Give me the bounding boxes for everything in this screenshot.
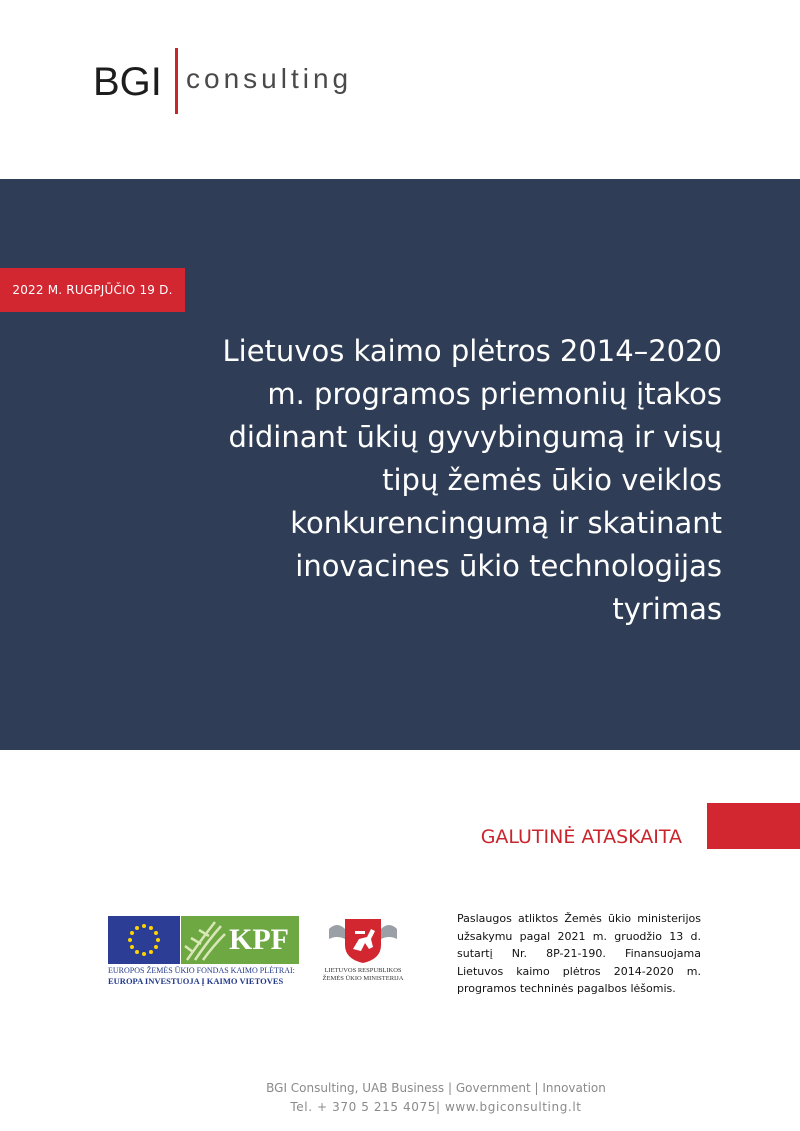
eu-flag-icon — [108, 916, 180, 964]
funding-statement: Paslaugos atliktos Žemės ūkio ministerijos užsakymu pagal 2021 m. gruodžio 13 d. sutartį Nr. 8P-21-190. Finansuojama Lietuvos kaimo plėtros 2014-2020 m. programos techninės pagalbos lėšomis. — [457, 912, 701, 995]
company-logo — [93, 48, 383, 116]
footer-company: BGI Consulting, UAB Business | Government | Innovation — [266, 1081, 606, 1095]
report-type-label: GALUTINĖ ATASKAITA — [480, 826, 682, 848]
title-line: m. programos priemonių įtakos — [267, 377, 722, 411]
report-title — [162, 330, 722, 631]
eu-slogan-caption: EUROPA INVESTUOJA Į KAIMO VIETOVES — [108, 976, 284, 986]
ministry-caption — [315, 967, 411, 983]
eu-fund-caption: EUROPOS ŽEMĖS ŪKIO FONDAS KAIMO PLĖTRAI: — [108, 966, 295, 975]
ministry-logo — [315, 915, 411, 987]
eu-rural-fund-logo — [108, 913, 300, 989]
logo-tagline: consulting — [186, 63, 353, 94]
title-line: tyrimas — [612, 592, 722, 626]
title-line: inovacines ūkio technologijas — [295, 549, 722, 583]
footer-contact: Tel. + 370 5 215 4075| www.bgiconsulting.lt — [290, 1100, 582, 1114]
logo-brand: BGI — [93, 60, 162, 104]
report-date: 2022 M. RUGPJŪČIO 19 D. — [0, 268, 185, 312]
vytis-coat-of-arms-icon — [315, 915, 411, 965]
ministry-caption-line: LIETUVOS RESPUBLIKOS — [324, 967, 402, 974]
title-line: konkurencingumą ir skatinant — [290, 506, 722, 540]
ministry-caption-line: ŽEMĖS ŪKIO MINISTERIJA — [322, 975, 404, 982]
title-line: Lietuvos kaimo plėtros 2014–2020 — [222, 334, 722, 368]
title-line: tipų žemės ūkio veiklos — [382, 463, 722, 497]
title-line: didinant ūkių gyvybingumą ir visų — [228, 420, 722, 454]
logo-divider — [175, 48, 178, 114]
kpf-label: KPF — [229, 923, 289, 956]
accent-block — [707, 803, 800, 849]
